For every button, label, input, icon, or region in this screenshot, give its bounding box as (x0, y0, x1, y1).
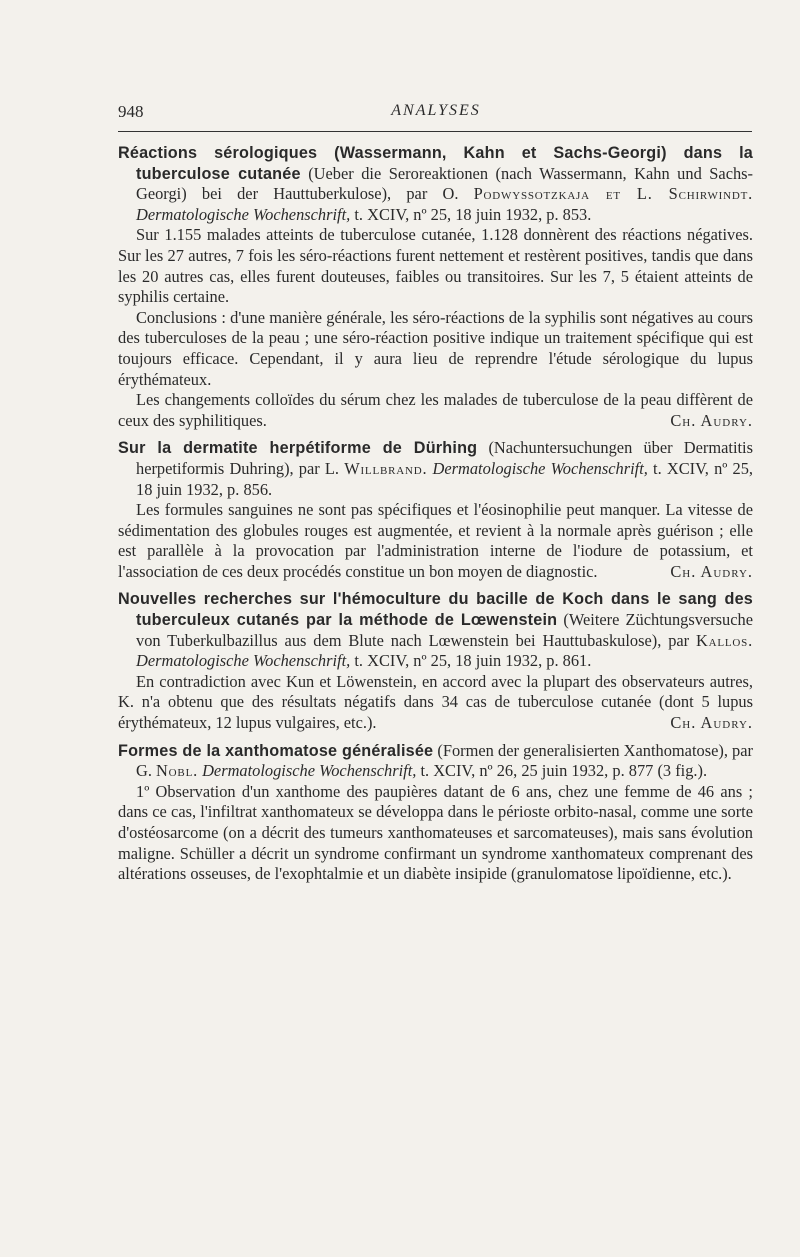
abstract-reference (118, 143, 753, 225)
reference-text: (Weitere Züchtungsversuche von Tuberkulbazillus aus dem Blute nach Lœwenstein bei Hauttubaskulose), par (136, 610, 753, 650)
reference-author: Kallos. (696, 630, 753, 650)
reference-text: (Formen der generalisierten Xanthomatose), par G. (136, 740, 753, 781)
reference-text: (Nachuntersuchungen über Dermatitis herpetiformis Duhring), par L. (136, 438, 753, 478)
abstract-paragraph-text: En contradiction avec Kun et Löwenstein, en accord avec la plupart des observateurs autres, K. n'a obtenu que des résultats négatifs dans 34 cas de tuberculose cutanée (dont 5 lupus érythémateux, 12 lupus vulgaires, etc.). (118, 671, 753, 733)
reference-details: t. XCIV, nº 25, 18 juin 1932, p. 853. (350, 204, 592, 224)
reference-author: Willbrand. (344, 458, 428, 478)
abstract-entry (118, 438, 753, 582)
running-title: ANALYSES (391, 102, 481, 119)
abstract-entry (118, 589, 753, 733)
reference-text: (Ueber die Seroreaktionen (nach Wassermann, Kahn und Sachs-Georgi) bei der Hauttuberkulose), par O. (136, 163, 754, 204)
page-header (118, 98, 754, 128)
reference-journal: Dermatologische Wochenschrift, (427, 458, 648, 478)
abstract-paragraph-text: Les changements colloïdes du sérum chez les malades de tuberculose de la peau diffèrent de ceux des syphilitiques. (118, 390, 753, 430)
header-rule (118, 131, 752, 132)
abstract-signature: Ch. Audry. (670, 561, 753, 581)
abstract-paragraph: Sur 1.155 malades atteints de tuberculose cutanée, 1.128 donnèrent des réactions négatives. Sur les 27 autres, 7 fois les séro-réactions furent nettement et restèrent positives, tandis que dans les 20 autres cas, elles furent douteuses, faibles ou transitoires. Sur les 7, 5 étaient atteints de syphilis certaine. (118, 225, 753, 307)
abstract-entry (118, 741, 753, 885)
abstract-signature: Ch. Audry. (670, 713, 753, 733)
abstract-paragraph: 1º Observation d'un xanthome des paupières datant de 6 ans, chez une femme de 46 ans ; dans ce cas, l'infiltrat xanthomateux se développa dans le périoste orbito-nasal, comme une sorte d'ostéosarcome (on a décrit des tumeurs xanthomateuses et sarcomateuses), mais sans évolution maligne. Schüller a décrit un syndrome confirmant un syndrome xanthomateux comprenant des altérations osseuses, de l'exophtalmie et un diabète insipide (granulomatose lipoïdienne, etc.). (118, 781, 753, 884)
abstract-reference (118, 589, 753, 671)
abstract-entry (118, 143, 753, 431)
reference-journal: Dermatologische Wochenschrift, (136, 204, 351, 224)
abstract-title: Sur la dermatite herpétiforme de Dürhing (118, 439, 478, 458)
abstract-paragraph: Conclusions : d'une manière générale, les séro-réactions de la syphilis sont négatives au cours des tuberculoses de la peau ; une séro-réaction positive indique un traitement spécifique qui est toujours efficace. Cependant, il y aura lieu de reprendre l'étude sérologique du lupus érythémateux. (118, 307, 753, 389)
reference-details: t. XCIV, nº 25, 18 juin 1932, p. 856. (136, 458, 753, 499)
reference-journal: Dermatologische Wochenschrift, (136, 651, 351, 671)
abstract-title: Formes de la xanthomatose généralisée (118, 741, 434, 760)
reference-author: Nobl. (156, 761, 198, 781)
abstract-title: Nouvelles recherches sur l'hémoculture du bacille de Koch dans le sang des tuberculeux cutanés par la méthode de Lœwenstein (118, 590, 753, 630)
text-column (118, 143, 753, 892)
abstract-reference (118, 741, 753, 782)
abstract-paragraph-last (118, 672, 753, 734)
abstract-paragraph-last (118, 500, 753, 582)
reference-journal: Dermatologische Wochenschrift, (197, 761, 417, 781)
abstract-reference (118, 438, 753, 500)
abstract-paragraph-last (118, 390, 753, 431)
abstract-signature: Ch. Audry. (670, 410, 753, 430)
reference-author: Podwyssotzkaja et L. Schirwindt. (473, 184, 753, 204)
abstract-title: Réactions sérologiques (Wassermann, Kahn et Sachs-Georgi) dans la tuberculose cutanée (118, 144, 753, 183)
reference-details: t. XCIV, nº 26, 25 juin 1932, p. 877 (3 fig.). (416, 761, 708, 781)
reference-details: t. XCIV, nº 25, 18 juin 1932, p. 861. (350, 651, 592, 671)
page-number: 948 (118, 102, 144, 121)
abstract-paragraph-text: Les formules sanguines ne sont pas spécifiques et l'éosinophilie peut manquer. La vitesse de sédimentation des globules rouges est augmentée, et revient à la normale après guérison ; elle est parallèle à la provocation par l'administration interne de l'iodure de potassium, et l'association de ces deux procédés constitue un bon moyen de diagnostic. (118, 500, 753, 581)
